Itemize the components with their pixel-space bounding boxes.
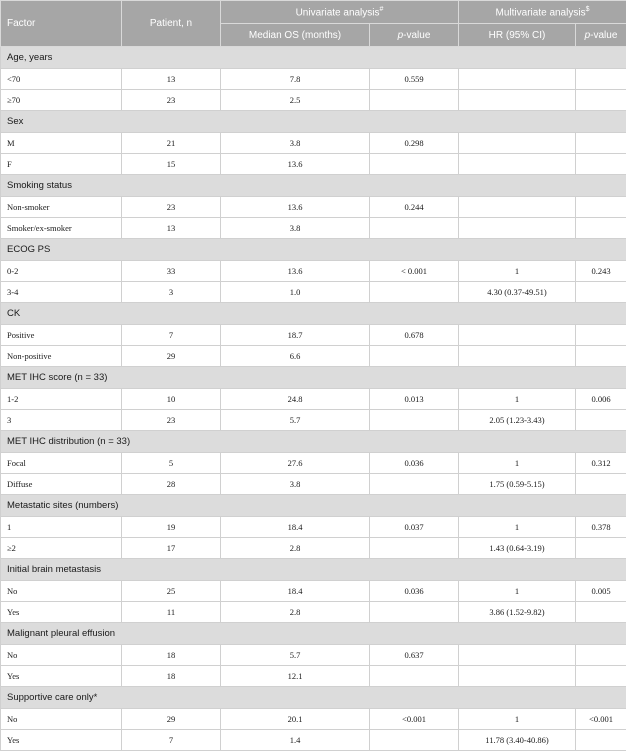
hazard-ratio: 1 xyxy=(459,453,576,474)
hazard-ratio xyxy=(459,218,576,239)
factor-header: Factor xyxy=(1,1,122,47)
hazard-ratio xyxy=(459,154,576,175)
patient-n-header: Patient, n xyxy=(122,1,221,47)
univariate-pvalue xyxy=(370,666,459,687)
univariate-pvalue: 0.244 xyxy=(370,197,459,218)
row-label: No xyxy=(1,709,122,730)
category-title: CK xyxy=(1,303,626,325)
patient-count: 28 xyxy=(122,474,221,495)
median-os: 5.7 xyxy=(221,645,370,666)
univariate-pvalue xyxy=(370,410,459,431)
category-title: Initial brain metastasis xyxy=(1,559,626,581)
table-row xyxy=(1,197,626,218)
univariate-title: Univariate analysis xyxy=(296,7,380,18)
multivariate-pvalue xyxy=(576,730,626,751)
table-row xyxy=(1,453,626,474)
table-body xyxy=(1,47,626,751)
table-row xyxy=(1,282,626,303)
table-row xyxy=(1,602,626,623)
median-os: 13.6 xyxy=(221,261,370,282)
category-title: ECOG PS xyxy=(1,239,626,261)
univariate-pvalue xyxy=(370,474,459,495)
hazard-ratio: 1 xyxy=(459,517,576,538)
median-os: 2.8 xyxy=(221,538,370,559)
table-row xyxy=(1,261,626,282)
row-label: 1-2 xyxy=(1,389,122,410)
pvalue-p: p xyxy=(398,30,404,41)
median-os: 18.4 xyxy=(221,581,370,602)
median-os: 3.8 xyxy=(221,474,370,495)
multivariate-pvalue xyxy=(576,602,626,623)
patient-count: 19 xyxy=(122,517,221,538)
row-label: No xyxy=(1,645,122,666)
hazard-ratio: 4.30 (0.37-49.51) xyxy=(459,282,576,303)
hazard-ratio xyxy=(459,325,576,346)
univariate-pvalue: 0.036 xyxy=(370,453,459,474)
row-label: Yes xyxy=(1,602,122,623)
row-label: ≥2 xyxy=(1,538,122,559)
multivariate-pvalue: <0.001 xyxy=(576,709,626,730)
hazard-ratio: 3.86 (1.52-9.82) xyxy=(459,602,576,623)
patient-count: 3 xyxy=(122,282,221,303)
median-os: 27.6 xyxy=(221,453,370,474)
univariate-pvalue-header xyxy=(370,24,459,47)
hr-header: HR (95% CI) xyxy=(459,24,576,47)
multivariate-pvalue xyxy=(576,90,626,111)
hazard-ratio xyxy=(459,90,576,111)
hazard-ratio: 1.43 (0.64-3.19) xyxy=(459,538,576,559)
multivariate-pvalue xyxy=(576,538,626,559)
univariate-pvalue xyxy=(370,538,459,559)
category-row xyxy=(1,559,626,581)
patient-count: 18 xyxy=(122,645,221,666)
median-os: 13.6 xyxy=(221,197,370,218)
row-label: 3 xyxy=(1,410,122,431)
table-row xyxy=(1,538,626,559)
univariate-pvalue xyxy=(370,346,459,367)
row-label: Yes xyxy=(1,666,122,687)
univariate-pvalue: 0.013 xyxy=(370,389,459,410)
table-header xyxy=(1,1,626,47)
median-os: 5.7 xyxy=(221,410,370,431)
hazard-ratio: 1 xyxy=(459,261,576,282)
patient-count: 17 xyxy=(122,538,221,559)
median-os-header: Median OS (months) xyxy=(221,24,370,47)
row-label: M xyxy=(1,133,122,154)
row-label: Positive xyxy=(1,325,122,346)
patient-count: 13 xyxy=(122,218,221,239)
multivariate-pvalue: 0.005 xyxy=(576,581,626,602)
row-label: 1 xyxy=(1,517,122,538)
patient-count: 13 xyxy=(122,69,221,90)
median-os: 2.5 xyxy=(221,90,370,111)
category-row xyxy=(1,495,626,517)
patient-count: 25 xyxy=(122,581,221,602)
table-row xyxy=(1,666,626,687)
category-row xyxy=(1,367,626,389)
table-row xyxy=(1,410,626,431)
univariate-header xyxy=(221,1,459,24)
hazard-ratio xyxy=(459,666,576,687)
multivariate-pvalue xyxy=(576,282,626,303)
hazard-ratio: 1.75 (0.59-5.15) xyxy=(459,474,576,495)
patient-count: 23 xyxy=(122,410,221,431)
table-row xyxy=(1,90,626,111)
multivariate-pvalue xyxy=(576,325,626,346)
table-row xyxy=(1,581,626,602)
univariate-pvalue: 0.037 xyxy=(370,517,459,538)
category-row xyxy=(1,623,626,645)
pvalue-p: p xyxy=(585,30,591,41)
table-row xyxy=(1,389,626,410)
hazard-ratio: 2.05 (1.23-3.43) xyxy=(459,410,576,431)
univariate-pvalue xyxy=(370,90,459,111)
median-os: 3.8 xyxy=(221,218,370,239)
category-row xyxy=(1,303,626,325)
hazard-ratio xyxy=(459,69,576,90)
table-row xyxy=(1,645,626,666)
multivariate-header xyxy=(459,1,626,24)
univariate-pvalue: 0.559 xyxy=(370,69,459,90)
patient-count: 29 xyxy=(122,709,221,730)
category-row xyxy=(1,175,626,197)
patient-count: 11 xyxy=(122,602,221,623)
row-label: No xyxy=(1,581,122,602)
patient-count: 18 xyxy=(122,666,221,687)
row-label: ≥70 xyxy=(1,90,122,111)
patient-count: 23 xyxy=(122,90,221,111)
univariate-pvalue xyxy=(370,282,459,303)
patient-count: 7 xyxy=(122,325,221,346)
multivariate-pvalue: 0.312 xyxy=(576,453,626,474)
patient-count: 29 xyxy=(122,346,221,367)
table-row xyxy=(1,517,626,538)
multivariate-footnote-mark: $ xyxy=(586,6,590,13)
hazard-ratio xyxy=(459,346,576,367)
category-row xyxy=(1,239,626,261)
hazard-ratio: 11.78 (3.40-40.86) xyxy=(459,730,576,751)
row-label: 3-4 xyxy=(1,282,122,303)
pvalue-suffix: -value xyxy=(590,30,617,41)
median-os: 3.8 xyxy=(221,133,370,154)
multivariate-title: Multivariate analysis xyxy=(496,7,586,18)
category-row xyxy=(1,111,626,133)
multivariate-pvalue xyxy=(576,666,626,687)
category-row xyxy=(1,687,626,709)
multivariate-pvalue xyxy=(576,69,626,90)
median-os: 13.6 xyxy=(221,154,370,175)
patient-count: 15 xyxy=(122,154,221,175)
table-row xyxy=(1,709,626,730)
median-os: 6.6 xyxy=(221,346,370,367)
category-title: Malignant pleural effusion xyxy=(1,623,626,645)
table-row xyxy=(1,133,626,154)
table-row xyxy=(1,154,626,175)
patient-count: 21 xyxy=(122,133,221,154)
row-label: F xyxy=(1,154,122,175)
patient-count: 33 xyxy=(122,261,221,282)
table-row xyxy=(1,218,626,239)
category-row xyxy=(1,47,626,69)
univariate-pvalue xyxy=(370,730,459,751)
median-os: 12.1 xyxy=(221,666,370,687)
hazard-ratio xyxy=(459,197,576,218)
patient-count: 7 xyxy=(122,730,221,751)
univariate-pvalue: 0.678 xyxy=(370,325,459,346)
multivariate-pvalue xyxy=(576,346,626,367)
multivariate-pvalue xyxy=(576,474,626,495)
hazard-ratio: 1 xyxy=(459,581,576,602)
univariate-pvalue: 0.298 xyxy=(370,133,459,154)
multivariate-pvalue xyxy=(576,133,626,154)
median-os: 7.8 xyxy=(221,69,370,90)
table-row xyxy=(1,474,626,495)
row-label: Focal xyxy=(1,453,122,474)
category-title: Metastatic sites (numbers) xyxy=(1,495,626,517)
category-title: Sex xyxy=(1,111,626,133)
patient-count: 23 xyxy=(122,197,221,218)
row-label: Diffuse xyxy=(1,474,122,495)
patient-count: 5 xyxy=(122,453,221,474)
univariate-pvalue: 0.637 xyxy=(370,645,459,666)
median-os: 1.4 xyxy=(221,730,370,751)
hazard-ratio xyxy=(459,133,576,154)
multivariate-pvalue xyxy=(576,410,626,431)
patient-count: 10 xyxy=(122,389,221,410)
category-row xyxy=(1,431,626,453)
univariate-pvalue: 0.036 xyxy=(370,581,459,602)
hazard-ratio xyxy=(459,645,576,666)
median-os: 24.8 xyxy=(221,389,370,410)
row-label: Yes xyxy=(1,730,122,751)
table-row xyxy=(1,730,626,751)
multivariate-pvalue: 0.006 xyxy=(576,389,626,410)
category-title: MET IHC distribution (n = 33) xyxy=(1,431,626,453)
univariate-footnote-mark: # xyxy=(380,6,384,13)
univariate-pvalue xyxy=(370,218,459,239)
median-os: 18.4 xyxy=(221,517,370,538)
median-os: 18.7 xyxy=(221,325,370,346)
row-label: Non-smoker xyxy=(1,197,122,218)
multivariate-pvalue xyxy=(576,197,626,218)
category-title: Supportive care only* xyxy=(1,687,626,709)
multivariate-pvalue xyxy=(576,645,626,666)
table-row xyxy=(1,69,626,90)
category-title: MET IHC score (n = 33) xyxy=(1,367,626,389)
multivariate-pvalue-header xyxy=(576,24,626,47)
median-os: 20.1 xyxy=(221,709,370,730)
multivariate-pvalue: 0.378 xyxy=(576,517,626,538)
median-os: 1.0 xyxy=(221,282,370,303)
hazard-ratio: 1 xyxy=(459,709,576,730)
category-title: Age, years xyxy=(1,47,626,69)
row-label: <70 xyxy=(1,69,122,90)
row-label: Non-positive xyxy=(1,346,122,367)
table-row xyxy=(1,346,626,367)
univariate-pvalue xyxy=(370,154,459,175)
row-label: 0-2 xyxy=(1,261,122,282)
multivariate-pvalue: 0.243 xyxy=(576,261,626,282)
univariate-pvalue xyxy=(370,602,459,623)
multivariate-pvalue xyxy=(576,154,626,175)
univariate-pvalue: <0.001 xyxy=(370,709,459,730)
category-title: Smoking status xyxy=(1,175,626,197)
table-row xyxy=(1,325,626,346)
median-os: 2.8 xyxy=(221,602,370,623)
hazard-ratio: 1 xyxy=(459,389,576,410)
row-label: Smoker/ex-smoker xyxy=(1,218,122,239)
pvalue-suffix: -value xyxy=(403,30,430,41)
univariate-pvalue: < 0.001 xyxy=(370,261,459,282)
multivariate-pvalue xyxy=(576,218,626,239)
